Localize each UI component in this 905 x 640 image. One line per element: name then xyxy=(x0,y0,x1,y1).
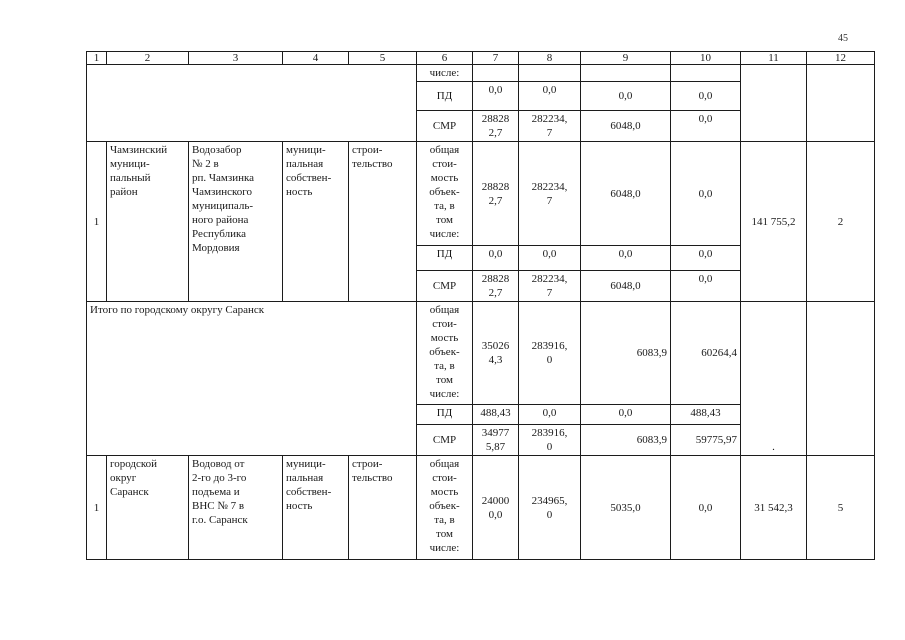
empty-cell xyxy=(807,65,875,142)
value-cell: 31 542,3 xyxy=(741,456,807,560)
row-number: 1 xyxy=(87,456,107,560)
value-cell: 0,0 xyxy=(671,246,741,271)
smr-label: СМР xyxy=(417,425,473,456)
column-header: 7 xyxy=(473,52,519,65)
table-row xyxy=(87,456,875,560)
value-cell: 6048,0 xyxy=(581,271,671,302)
value-cell: 0,0 xyxy=(473,82,519,111)
value-cell: 283916, 0 xyxy=(519,425,581,456)
district-cell: Чамзинский муници- пальный район xyxy=(107,142,189,302)
value-cell: 59775,97 xyxy=(671,425,741,456)
cost-label: числе: xyxy=(417,65,473,82)
empty-cell xyxy=(671,65,741,82)
value-cell: 5035,0 xyxy=(581,456,671,560)
page-number: 45 xyxy=(838,33,848,44)
pd-label: ПД xyxy=(417,405,473,425)
value-cell: 34977 5,87 xyxy=(473,425,519,456)
value-cell: 2 xyxy=(807,142,875,302)
value-cell: 60264,4 xyxy=(671,302,741,405)
smr-label: СМР xyxy=(417,271,473,302)
empty-cell xyxy=(519,65,581,82)
column-header: 5 xyxy=(349,52,417,65)
mark-cell: . xyxy=(741,302,807,456)
pd-label: ПД xyxy=(417,82,473,111)
value-cell: 0,0 xyxy=(671,456,741,560)
value-cell: 0,0 xyxy=(519,405,581,425)
row-number: 1 xyxy=(87,142,107,302)
value-cell: 0,0 xyxy=(581,82,671,111)
work-type-cell: строи- тельство xyxy=(349,456,417,560)
column-header: 8 xyxy=(519,52,581,65)
value-cell: 28828 2,7 xyxy=(473,111,519,142)
value-cell: 6048,0 xyxy=(581,111,671,142)
empty-cell xyxy=(807,302,875,456)
column-header: 4 xyxy=(283,52,349,65)
column-header: 2 xyxy=(107,52,189,65)
budget-table xyxy=(86,51,875,560)
column-header: 10 xyxy=(671,52,741,65)
object-cell: Водовод от 2-го до 3-го подъема и ВНС № 7 в г.о. Саранск xyxy=(189,456,283,560)
section-total-title: Итого по городскому округу Саранск xyxy=(87,302,417,456)
object-cell: Водозабор № 2 в рп. Чамзинка Чамзинского муниципаль- ного района Республика Мордовия xyxy=(189,142,283,302)
empty-cell xyxy=(87,65,417,142)
table-row xyxy=(87,302,875,405)
district-cell: городской округ Саранск xyxy=(107,456,189,560)
column-header: 9 xyxy=(581,52,671,65)
empty-cell xyxy=(473,65,519,82)
ownership-cell: муници- пальная собствен- ность xyxy=(283,456,349,560)
value-cell: 282234, 7 xyxy=(519,271,581,302)
value-cell: 0,0 xyxy=(671,142,741,246)
value-cell: 488,43 xyxy=(671,405,741,425)
value-cell: 6083,9 xyxy=(581,425,671,456)
smr-label: СМР xyxy=(417,111,473,142)
value-cell: 0,0 xyxy=(473,246,519,271)
cost-label: общая стои- мость объек- та, в том числе: xyxy=(417,456,473,560)
value-cell: 0,0 xyxy=(519,82,581,111)
value-cell: 28828 2,7 xyxy=(473,271,519,302)
value-cell: 141 755,2 xyxy=(741,142,807,302)
value-cell: 488,43 xyxy=(473,405,519,425)
column-header: 11 xyxy=(741,52,807,65)
table-row xyxy=(87,65,875,82)
value-cell: 6083,9 xyxy=(581,302,671,405)
header-row xyxy=(87,52,875,65)
column-header: 1 xyxy=(87,52,107,65)
pd-label: ПД xyxy=(417,246,473,271)
column-header: 3 xyxy=(189,52,283,65)
value-cell: 35026 4,3 xyxy=(473,302,519,405)
value-cell: 282234, 7 xyxy=(519,111,581,142)
value-cell: 0,0 xyxy=(671,82,741,111)
value-cell: 283916, 0 xyxy=(519,302,581,405)
value-cell: 0,0 xyxy=(581,405,671,425)
table-row xyxy=(87,142,875,246)
work-type-cell: строи- тельство xyxy=(349,142,417,302)
column-header: 6 xyxy=(417,52,473,65)
value-cell: 24000 0,0 xyxy=(473,456,519,560)
ownership-cell: муници- пальная собствен- ность xyxy=(283,142,349,302)
value-cell: 0,0 xyxy=(671,111,741,142)
value-cell: 0,0 xyxy=(671,271,741,302)
value-cell: 28828 2,7 xyxy=(473,142,519,246)
value-cell: 5 xyxy=(807,456,875,560)
empty-cell xyxy=(741,65,807,142)
column-header: 12 xyxy=(807,52,875,65)
value-cell: 234965, 0 xyxy=(519,456,581,560)
value-cell: 0,0 xyxy=(581,246,671,271)
value-cell: 282234, 7 xyxy=(519,142,581,246)
value-cell: 0,0 xyxy=(519,246,581,271)
cost-label: общая стои- мость объек- та, в том числе: xyxy=(417,302,473,405)
cost-label: общая стои- мость объек- та, в том числе: xyxy=(417,142,473,246)
value-cell: 6048,0 xyxy=(581,142,671,246)
empty-cell xyxy=(581,65,671,82)
